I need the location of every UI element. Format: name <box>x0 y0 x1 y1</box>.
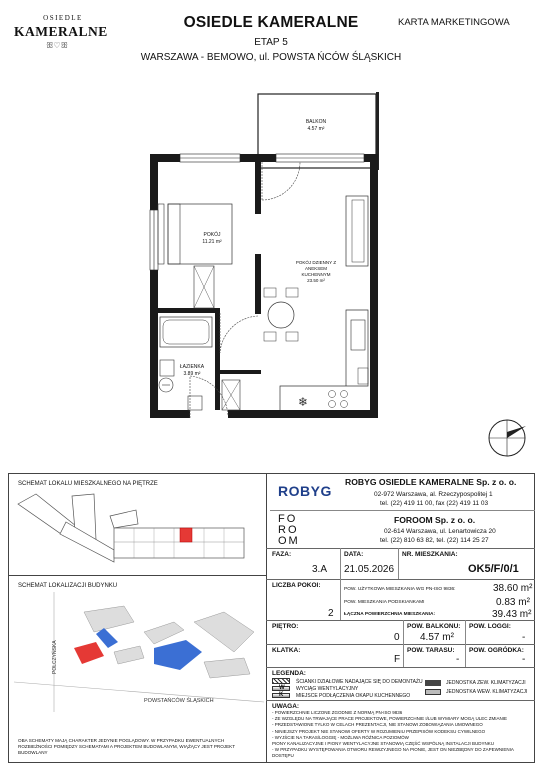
loggia-value: - <box>522 632 526 643</box>
balcony-value: 4.57 m² <box>420 632 454 643</box>
staircase-value: F <box>394 654 401 665</box>
demolition-wall-icon <box>272 678 290 684</box>
legend-item-4: JEDNOSTKA ZEW. KLIMATYZACJI <box>446 680 526 686</box>
terrace-value: - <box>456 654 460 665</box>
logo-ornament-icon: ꕥ♡ꕥ <box>46 41 69 50</box>
street-2: POWSTAŃCÓW ŚLĄSKICH <box>144 698 214 704</box>
robyg-phone: tel. (22) 419 11 00, fax (22) 419 11 03 <box>380 500 489 507</box>
rooms-value: 2 <box>328 608 334 619</box>
notes-title: UWAGA: <box>272 703 300 710</box>
floor-value: 0 <box>394 632 400 643</box>
total-area-value: 39.43 m² <box>492 609 532 620</box>
date-value: 21.05.2026 <box>344 564 395 575</box>
legend-item-1: ŚCIANKI DZIAŁOWE NADAJĄCE SIĘ DO DEMONTAŻU <box>296 679 423 685</box>
balcony-area: 4.57 m² <box>307 125 325 132</box>
street-1: POLCZYŃSKA <box>52 640 58 674</box>
fridge-icon: ❄ <box>298 395 309 409</box>
logo-top-text: OSIEDLE <box>43 14 83 22</box>
bath-label: ŁAZIENKA <box>179 364 205 370</box>
floor-schema-title: SCHEMAT LOKALU MIESZKALNEGO NA PIĘTRZE <box>18 481 158 487</box>
robyg-address: 02-972 Warszawa, al. Rzeczypospolitej 1 <box>374 491 493 498</box>
document-type: KARTA MARKETINGOWA <box>398 17 510 28</box>
loggia-label: POW. LOGGI: <box>469 623 511 630</box>
klatka-label: KLATKA: <box>272 647 301 654</box>
nr-label: NR. MIESZKANIA: <box>402 551 458 558</box>
schema-disclaimer: OBA SCHEMATY MAJĄ CHARAKTER JEDYNIE POGLĄDOWY. W PRZYPADKU EWENTUALNYCH ROZBIEŻNOŚCI POMIĘDZY SCHEMATAMI A PROJEKTEM BUDOWLANYM, WIĄŻĄCY JEST PROJEKT BUDOWLANY <box>18 738 235 755</box>
bath-area: 3.89 m² <box>183 370 201 377</box>
garden-value: - <box>522 654 526 665</box>
sub-area-value: 0.83 m² <box>496 597 530 608</box>
apartment-number: OK5/F/0/1 <box>468 563 519 575</box>
room-area: 11.21 m² <box>202 238 222 245</box>
living-label-2: ANEKSEM <box>304 266 327 271</box>
stage-label: ETAP 5 <box>254 37 288 48</box>
usable-area-label: POW. UŻYTKOWA MIESZKANIA WG PN-ISO 9836: <box>344 587 456 592</box>
taras-label: POW. TARASU: <box>407 647 455 654</box>
legend-item-3: MIEJSCE PODŁĄCZENIA OKAPU KUCHENNEGO <box>296 693 411 699</box>
foroom-logo: FO RO OM <box>278 513 300 547</box>
kitchen-counter <box>280 310 368 410</box>
robyg-name: ROBYG OSIEDLE KAMERALNE Sp. z o. o. <box>345 477 517 487</box>
legend-title: LEGENDA: <box>272 670 306 677</box>
faza-value: 3.A <box>312 564 328 575</box>
apartment-highlight <box>180 528 192 542</box>
faza-label: FAZA: <box>272 551 292 558</box>
stove-icon <box>329 391 336 398</box>
floor-plan <box>0 70 543 460</box>
address-label: WARSZAWA - BEMOWO, ul. POWSTA ŃCÓW ŚLĄSKICH <box>140 52 402 63</box>
bathtub <box>160 317 212 347</box>
table <box>268 302 294 328</box>
ogrodek-label: POW. OGRÓDKA: <box>469 647 524 654</box>
legend-item-5: JEDNOSTKA WEW. KLIMATYZACJI <box>446 689 528 695</box>
sofa <box>346 196 368 266</box>
location-map <box>14 592 264 712</box>
usable-area-value: 38.60 m² <box>493 583 533 594</box>
notes-list: - POWIERZCHNIE LICZONE ZGODNIE Z NORMĄ PN-ISO 9836 - ZE WZGLĘDU NA TRWAJĄCE PRACE PROJEKTOWE, POWIERZCHNIE I/LUB WYMIARY MOGĄ ULEC ZMIANIE - PRZEDSTAWIONE TYLKO W CELACH PREZENTACJI, NIE STANOWI ZOBOWIĄZANIA UMOWNEGO - NINIEJSZY PROJEKT NIE STANOWI OFERTY W ROZUMIENIU PRZEPISÓW KODEKSU CYWILNEGO - WYJŚCIE NA TARAS/LOGGIĘ - MOŻLIWA RÓŻNICA POZIOMÓW PIONY KANALIZACYJNE I PIONY WENTYLACYJNE STANOWIĄ CZĘŚĆ WSPÓLNĄ INSTALACJI BUDYNKU - W PRZYPADKU WYSTĘPOWANIA OTWORU REWIZYJNEGO NA PIONIE, JEST ON NIEZBĘDNY DO ZAPEWNIENIA DOSTĘPU <box>272 710 514 759</box>
balkon-label: POW. BALKONU: <box>407 623 461 630</box>
building-schema-title: SCHEMAT LOKALIZACJI BUDYNKU <box>18 583 118 589</box>
foroom-name: FOROOM Sp. z o. o. <box>394 515 476 525</box>
data-label: DATA: <box>344 551 364 558</box>
pokoi-label: LICZBA POKOI: <box>272 582 321 589</box>
total-area-label: ŁĄCZNA POWIERZCHNIA MIESZKANIA: <box>344 612 436 617</box>
compass-icon <box>489 420 526 456</box>
pietro-label: PIĘTRO: <box>272 623 299 630</box>
living-area: 23.50 m² <box>307 278 325 283</box>
foroom-address: 02-614 Warszawa, ul. Lenartowicza 20 <box>384 528 496 535</box>
page-title: OSIEDLE KAMERALNE <box>183 14 359 31</box>
ac-outdoor-icon <box>425 680 441 686</box>
legend-item-2: WYCIĄG WENTYLACYJNY <box>296 686 359 692</box>
logo-main-text: KAMERALNE <box>14 24 108 39</box>
robyg-logo: ROBYG <box>278 483 332 499</box>
floor-schema-drawing <box>14 490 264 570</box>
room-label: POKÓJ <box>203 232 221 238</box>
living-label-1: POKÓJ DZIENNY Z <box>295 260 337 265</box>
living-label-3: KUCHENNYM <box>301 272 331 277</box>
sub-area-label: POW. MIESZKANIA PODSKIANKAMI <box>344 600 425 605</box>
washbasin <box>160 360 174 376</box>
balcony-label: BALKON <box>305 119 327 125</box>
foroom-phone: tel. (22) 810 63 82, tel. (22) 114 25 27 <box>380 537 489 544</box>
ac-indoor-icon <box>425 689 441 695</box>
